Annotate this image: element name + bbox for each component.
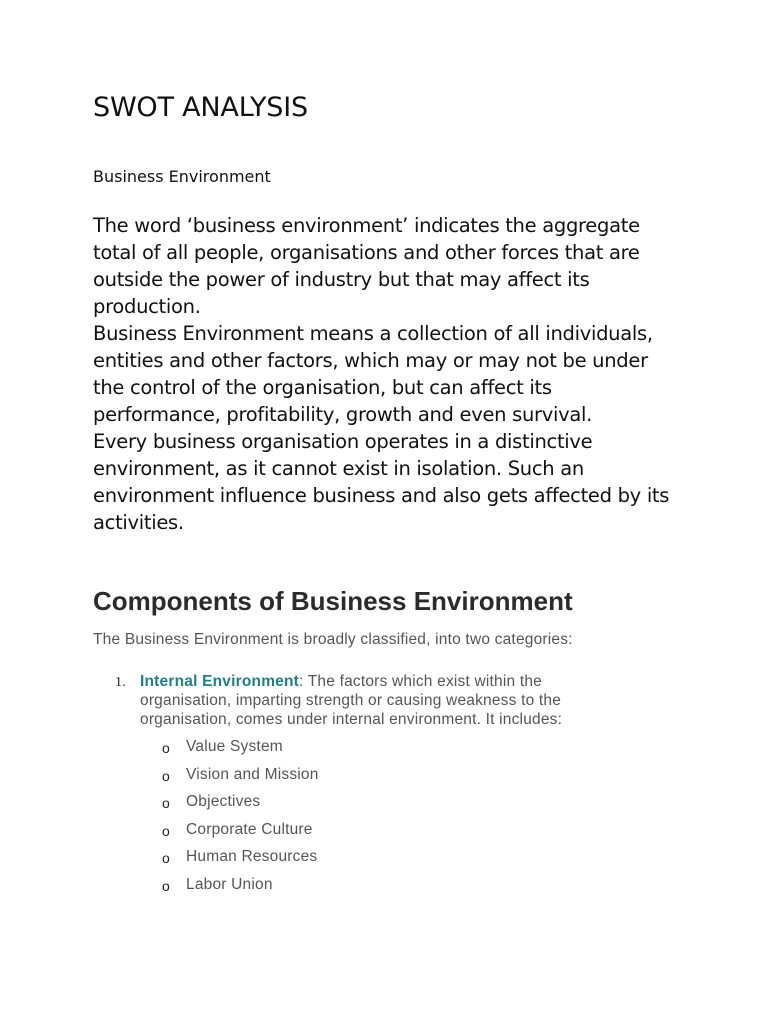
document-title: SWOT ANALYSIS <box>93 92 308 123</box>
list-number: 1. <box>115 675 126 690</box>
numbered-list-item <box>115 672 615 729</box>
document-subtitle: Business Environment <box>93 167 271 186</box>
term-highlight: Internal Environment <box>140 673 300 690</box>
section-heading: Components of Business Environment <box>93 586 573 616</box>
term-description: : The factors which exist within the organisation, imparting strength or causing weakness to the organisation, comes under internal environment. It includes: <box>140 673 563 728</box>
circle-bullet-icon: o <box>162 740 170 756</box>
section-intro: The Business Environment is broadly classified, into two categories: <box>93 631 573 648</box>
sub-list-item-label: Vision and Mission <box>186 765 319 783</box>
circle-bullet-icon: o <box>162 822 170 839</box>
circle-bullet-icon: o <box>162 767 170 784</box>
sub-list-item-label: Corporate Culture <box>186 820 313 838</box>
paragraph: Business Environment means a collection of all individuals, entities and other factors, which may or may not be under the control of the organisation, but can affect its performance, profitability, growth and even survival. <box>93 322 653 426</box>
sub-list-item-label: Value System <box>186 738 283 755</box>
sub-list-item-label: Objectives <box>186 793 261 811</box>
circle-bullet-icon: o <box>162 850 170 867</box>
paragraph: Every business organisation operates in a distinctive environment, as it cannot exist in isolation. Such an environment influence business and also gets affected by its activities. <box>93 430 670 534</box>
paragraph: The word ‘business environment’ indicates the aggregate total of all people, organisations and other forces that are outside the power of industry but that may affect its production. <box>93 214 640 318</box>
circle-bullet-icon: o <box>162 795 170 812</box>
sub-list-item-label: Human Resources <box>186 848 318 866</box>
list-item-text <box>140 672 615 729</box>
circle-bullet-icon: o <box>162 877 170 894</box>
body-text <box>93 212 673 536</box>
sub-list-item-label: Labor Union <box>186 875 273 893</box>
